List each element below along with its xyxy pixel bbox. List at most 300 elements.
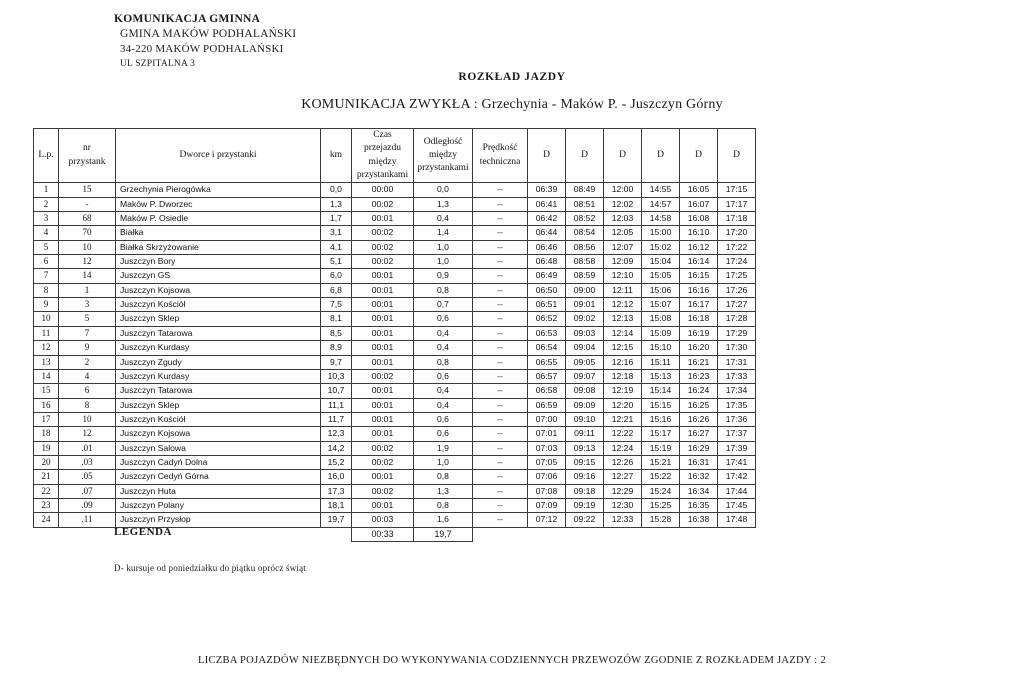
cell-stop-number: 7	[59, 326, 116, 340]
cell-travel-time: 00:02	[352, 226, 414, 240]
cell-station-name: Juszczyn Cadyń Dolna	[116, 455, 321, 469]
postal-address: 34-220 MAKÓW PODHALAŃSKI	[120, 43, 284, 55]
cell-distance: 0,7	[414, 298, 473, 312]
cell-departure-6: 17:26	[718, 283, 756, 297]
cell-departure-5: 16:05	[680, 183, 718, 197]
cell-departure-1: 06:53	[528, 326, 566, 340]
table-row	[34, 441, 756, 455]
table-row	[34, 312, 756, 326]
cell-departure-4: 15:10	[642, 341, 680, 355]
cell-speed: --	[473, 197, 528, 211]
col-header-stop-number-line2: przystank	[68, 156, 106, 167]
cell-departure-2: 08:52	[566, 212, 604, 226]
totals-spacer-lp	[34, 527, 59, 541]
cell-departure-5: 16:19	[680, 326, 718, 340]
totals-distance: 19,7	[414, 527, 473, 541]
cell-km: 15,2	[321, 455, 352, 469]
cell-departure-6: 17:39	[718, 441, 756, 455]
cell-departure-5: 16:18	[680, 312, 718, 326]
timetable	[33, 128, 756, 542]
cell-departure-3: 12:24	[604, 441, 642, 455]
cell-speed: --	[473, 212, 528, 226]
cell-km: 6,0	[321, 269, 352, 283]
cell-travel-time: 00:01	[352, 269, 414, 283]
cell-departure-2: 08:58	[566, 255, 604, 269]
cell-km: 1,7	[321, 212, 352, 226]
cell-departure-6: 17:18	[718, 212, 756, 226]
cell-station-name: Juszczyn Kojsowa	[116, 283, 321, 297]
cell-departure-1: 06:41	[528, 197, 566, 211]
cell-lp: 16	[34, 398, 59, 412]
cell-km: 7,5	[321, 298, 352, 312]
cell-lp: 14	[34, 369, 59, 383]
cell-station-name: Juszczyn Sklep	[116, 398, 321, 412]
cell-travel-time: 00:01	[352, 326, 414, 340]
col-header-speed-line2: techniczna	[479, 156, 521, 167]
cell-stop-number: 9	[59, 341, 116, 355]
cell-distance: 1,3	[414, 484, 473, 498]
cell-distance: 0,8	[414, 470, 473, 484]
cell-departure-5: 16:35	[680, 498, 718, 512]
cell-speed: --	[473, 326, 528, 340]
footer-note: LICZBA POJAZDÓW NIEZBĘDNYCH DO WYKONYWANIA CODZIENNYCH PRZEWOZÓW ZGODNIE Z ROZKŁADEM JAZDY : 2	[197, 655, 826, 666]
cell-stop-number: 4	[59, 369, 116, 383]
cell-lp: 12	[34, 341, 59, 355]
cell-departure-1: 06:55	[528, 355, 566, 369]
cell-lp: 6	[34, 255, 59, 269]
legend-text: D- kursuje od poniedziałku do piątku oprócz świąt	[114, 563, 307, 573]
cell-departure-5: 16:38	[680, 513, 718, 527]
cell-speed: --	[473, 269, 528, 283]
col-header-stations: Dworce i przystanki	[116, 129, 321, 183]
cell-distance: 1,6	[414, 513, 473, 527]
cell-stop-number: 15	[59, 183, 116, 197]
cell-km: 17,3	[321, 484, 352, 498]
col-header-speed	[473, 129, 528, 183]
cell-departure-6: 17:29	[718, 326, 756, 340]
cell-departure-4: 15:24	[642, 484, 680, 498]
cell-departure-4: 15:05	[642, 269, 680, 283]
cell-travel-time: 00:01	[352, 312, 414, 326]
cell-stop-number: .01	[59, 441, 116, 455]
cell-departure-4: 15:11	[642, 355, 680, 369]
cell-departure-2: 09:07	[566, 369, 604, 383]
cell-km: 6,8	[321, 283, 352, 297]
cell-km: 10,7	[321, 384, 352, 398]
cell-travel-time: 00:01	[352, 398, 414, 412]
table-row	[34, 197, 756, 211]
cell-departure-1: 07:12	[528, 513, 566, 527]
table-row	[34, 355, 756, 369]
cell-station-name: Juszczyn Kościół	[116, 298, 321, 312]
cell-stop-number: 1	[59, 283, 116, 297]
col-header-travel-time	[352, 129, 414, 183]
cell-departure-2: 09:01	[566, 298, 604, 312]
cell-departure-3: 12:07	[604, 240, 642, 254]
cell-distance: 0,4	[414, 212, 473, 226]
col-header-travel-time-line4: przystankami	[356, 170, 409, 181]
cell-departure-5: 16:31	[680, 455, 718, 469]
cell-departure-2: 09:16	[566, 470, 604, 484]
col-header-departure-5: D	[680, 129, 718, 183]
document-title: ROZKŁAD JAZDY	[458, 71, 566, 83]
cell-departure-3: 12:18	[604, 369, 642, 383]
cell-station-name: Juszczyn Kojsowa	[116, 427, 321, 441]
cell-departure-1: 06:59	[528, 398, 566, 412]
col-header-stop-number	[59, 129, 116, 183]
cell-departure-2: 08:51	[566, 197, 604, 211]
cell-departure-3: 12:09	[604, 255, 642, 269]
cell-departure-6: 17:36	[718, 412, 756, 426]
cell-departure-5: 16:24	[680, 384, 718, 398]
cell-travel-time: 00:01	[352, 298, 414, 312]
cell-lp: 3	[34, 212, 59, 226]
cell-departure-3: 12:33	[604, 513, 642, 527]
cell-speed: --	[473, 355, 528, 369]
cell-departure-2: 09:13	[566, 441, 604, 455]
table-row	[34, 326, 756, 340]
cell-departure-1: 06:51	[528, 298, 566, 312]
cell-departure-4: 15:02	[642, 240, 680, 254]
cell-departure-1: 07:09	[528, 498, 566, 512]
cell-departure-3: 12:19	[604, 384, 642, 398]
cell-departure-4: 15:15	[642, 398, 680, 412]
cell-departure-6: 17:42	[718, 470, 756, 484]
cell-departure-4: 15:13	[642, 369, 680, 383]
table-row	[34, 498, 756, 512]
cell-departure-5: 16:17	[680, 298, 718, 312]
cell-departure-6: 17:31	[718, 355, 756, 369]
totals-travel-time: 00:33	[352, 527, 414, 541]
col-header-departure-3: D	[604, 129, 642, 183]
table-row	[34, 455, 756, 469]
cell-travel-time: 00:01	[352, 470, 414, 484]
cell-departure-2: 08:49	[566, 183, 604, 197]
cell-departure-4: 15:09	[642, 326, 680, 340]
cell-speed: --	[473, 498, 528, 512]
cell-lp: 15	[34, 384, 59, 398]
cell-departure-3: 12:10	[604, 269, 642, 283]
cell-distance: 1,3	[414, 197, 473, 211]
cell-departure-1: 07:05	[528, 455, 566, 469]
cell-departure-5: 16:08	[680, 212, 718, 226]
cell-departure-4: 15:17	[642, 427, 680, 441]
cell-distance: 0,6	[414, 427, 473, 441]
cell-departure-4: 15:21	[642, 455, 680, 469]
cell-departure-1: 06:39	[528, 183, 566, 197]
cell-departure-6: 17:45	[718, 498, 756, 512]
cell-departure-4: 15:07	[642, 298, 680, 312]
cell-departure-6: 17:20	[718, 226, 756, 240]
cell-departure-4: 14:58	[642, 212, 680, 226]
cell-departure-6: 17:33	[718, 369, 756, 383]
cell-speed: --	[473, 298, 528, 312]
cell-departure-5: 16:16	[680, 283, 718, 297]
cell-stop-number: 12	[59, 427, 116, 441]
cell-km: 9,7	[321, 355, 352, 369]
cell-distance: 0,9	[414, 269, 473, 283]
cell-departure-1: 06:58	[528, 384, 566, 398]
cell-km: 18,1	[321, 498, 352, 512]
cell-departure-1: 06:49	[528, 269, 566, 283]
cell-departure-5: 16:26	[680, 412, 718, 426]
cell-lp: 11	[34, 326, 59, 340]
table-row	[34, 255, 756, 269]
cell-lp: 8	[34, 283, 59, 297]
cell-departure-4: 15:16	[642, 412, 680, 426]
cell-station-name: Białka Skrzyżowanie	[116, 240, 321, 254]
cell-travel-time: 00:02	[352, 455, 414, 469]
cell-departure-3: 12:29	[604, 484, 642, 498]
cell-travel-time: 00:02	[352, 441, 414, 455]
cell-travel-time: 00:01	[352, 283, 414, 297]
table-row	[34, 369, 756, 383]
cell-departure-4: 15:25	[642, 498, 680, 512]
cell-stop-number: .11	[59, 513, 116, 527]
cell-distance: 0,8	[414, 355, 473, 369]
cell-stop-number: 5	[59, 312, 116, 326]
table-row	[34, 212, 756, 226]
cell-departure-5: 16:12	[680, 240, 718, 254]
cell-station-name: Juszczyn Przysłop	[116, 513, 321, 527]
cell-departure-2: 08:56	[566, 240, 604, 254]
cell-distance: 1,9	[414, 441, 473, 455]
cell-departure-2: 09:02	[566, 312, 604, 326]
cell-speed: --	[473, 470, 528, 484]
cell-departure-2: 09:03	[566, 326, 604, 340]
table-row	[34, 240, 756, 254]
cell-speed: --	[473, 183, 528, 197]
col-header-departure-2: D	[566, 129, 604, 183]
cell-km: 19,7	[321, 513, 352, 527]
cell-distance: 1,4	[414, 226, 473, 240]
table-row	[34, 484, 756, 498]
cell-speed: --	[473, 255, 528, 269]
cell-departure-5: 16:27	[680, 427, 718, 441]
cell-departure-5: 16:34	[680, 484, 718, 498]
cell-km: 4,1	[321, 240, 352, 254]
cell-travel-time: 00:01	[352, 498, 414, 512]
cell-station-name: Juszczyn Polany	[116, 498, 321, 512]
cell-distance: 1,0	[414, 240, 473, 254]
cell-departure-3: 12:03	[604, 212, 642, 226]
table-row	[34, 298, 756, 312]
cell-distance: 0,6	[414, 412, 473, 426]
table-row	[34, 412, 756, 426]
cell-departure-2: 09:05	[566, 355, 604, 369]
cell-departure-5: 16:29	[680, 441, 718, 455]
col-header-speed-line1: Prędkość	[482, 143, 518, 154]
cell-departure-3: 12:27	[604, 470, 642, 484]
table-row	[34, 384, 756, 398]
cell-stop-number: 3	[59, 298, 116, 312]
cell-departure-1: 07:00	[528, 412, 566, 426]
cell-km: 11,1	[321, 398, 352, 412]
cell-distance: 0,0	[414, 183, 473, 197]
cell-departure-3: 12:16	[604, 355, 642, 369]
cell-departure-1: 06:50	[528, 283, 566, 297]
table-row	[34, 226, 756, 240]
col-header-travel-time-line3: między	[368, 156, 397, 167]
totals-spacer-no	[59, 527, 116, 541]
cell-departure-5: 16:10	[680, 226, 718, 240]
cell-departure-6: 17:15	[718, 183, 756, 197]
table-row	[34, 341, 756, 355]
cell-departure-2: 08:59	[566, 269, 604, 283]
cell-departure-6: 17:41	[718, 455, 756, 469]
totals-spacer-d3	[604, 527, 642, 541]
cell-km: 8,5	[321, 326, 352, 340]
cell-departure-1: 07:01	[528, 427, 566, 441]
cell-stop-number: 2	[59, 355, 116, 369]
cell-departure-2: 09:19	[566, 498, 604, 512]
cell-lp: 1	[34, 183, 59, 197]
cell-stop-number: 70	[59, 226, 116, 240]
cell-departure-5: 16:21	[680, 355, 718, 369]
totals-spacer-d6	[718, 527, 756, 541]
cell-lp: 5	[34, 240, 59, 254]
cell-lp: 23	[34, 498, 59, 512]
cell-departure-2: 09:09	[566, 398, 604, 412]
cell-distance: 0,4	[414, 384, 473, 398]
cell-departure-1: 06:48	[528, 255, 566, 269]
cell-travel-time: 00:01	[352, 212, 414, 226]
cell-km: 8,1	[321, 312, 352, 326]
cell-travel-time: 00:01	[352, 355, 414, 369]
table-row	[34, 183, 756, 197]
cell-departure-4: 14:57	[642, 197, 680, 211]
timetable-body	[34, 183, 756, 527]
cell-departure-2: 09:04	[566, 341, 604, 355]
cell-departure-6: 17:30	[718, 341, 756, 355]
cell-stop-number: 12	[59, 255, 116, 269]
cell-departure-1: 07:08	[528, 484, 566, 498]
cell-departure-6: 17:17	[718, 197, 756, 211]
cell-station-name: Juszczyn Bory	[116, 255, 321, 269]
cell-stop-number: .07	[59, 484, 116, 498]
cell-lp: 24	[34, 513, 59, 527]
col-header-departure-4: D	[642, 129, 680, 183]
cell-speed: --	[473, 484, 528, 498]
cell-km: 12,3	[321, 427, 352, 441]
cell-station-name: Maków P. Osiedle	[116, 212, 321, 226]
cell-departure-2: 09:08	[566, 384, 604, 398]
cell-distance: 0,4	[414, 326, 473, 340]
cell-km: 1,3	[321, 197, 352, 211]
cell-departure-2: 09:11	[566, 427, 604, 441]
cell-departure-6: 17:28	[718, 312, 756, 326]
cell-station-name: Juszczyn Tatarowa	[116, 384, 321, 398]
cell-departure-5: 16:23	[680, 369, 718, 383]
cell-departure-3: 12:30	[604, 498, 642, 512]
cell-distance: 1,0	[414, 455, 473, 469]
cell-departure-5: 16:15	[680, 269, 718, 283]
cell-departure-6: 17:35	[718, 398, 756, 412]
cell-departure-3: 12:13	[604, 312, 642, 326]
cell-departure-3: 12:02	[604, 197, 642, 211]
cell-departure-1: 06:42	[528, 212, 566, 226]
cell-stop-number: 14	[59, 269, 116, 283]
cell-station-name: Juszczyn GS	[116, 269, 321, 283]
col-header-km: km	[321, 129, 352, 183]
cell-travel-time: 00:01	[352, 427, 414, 441]
cell-departure-6: 17:44	[718, 484, 756, 498]
cell-km: 10,3	[321, 369, 352, 383]
cell-departure-4: 15:28	[642, 513, 680, 527]
cell-speed: --	[473, 398, 528, 412]
cell-speed: --	[473, 341, 528, 355]
cell-departure-2: 08:54	[566, 226, 604, 240]
table-row	[34, 427, 756, 441]
cell-km: 16,0	[321, 470, 352, 484]
col-header-lp: L.p.	[34, 129, 59, 183]
cell-departure-4: 15:04	[642, 255, 680, 269]
cell-departure-2: 09:10	[566, 412, 604, 426]
table-row	[34, 269, 756, 283]
cell-departure-6: 17:24	[718, 255, 756, 269]
cell-station-name: Juszczyn Sklep	[116, 312, 321, 326]
cell-speed: --	[473, 369, 528, 383]
col-header-departure-1: D	[528, 129, 566, 183]
cell-travel-time: 00:02	[352, 484, 414, 498]
cell-station-name: Juszczyn Kurdasy	[116, 369, 321, 383]
cell-distance: 0,8	[414, 498, 473, 512]
col-header-travel-time-line1: Czas	[373, 130, 392, 140]
cell-speed: --	[473, 226, 528, 240]
cell-distance: 0,4	[414, 398, 473, 412]
cell-speed: --	[473, 384, 528, 398]
cell-departure-2: 09:22	[566, 513, 604, 527]
cell-departure-6: 17:34	[718, 384, 756, 398]
organization-header	[114, 12, 296, 72]
cell-station-name: Juszczyn Cedyń Górna	[116, 470, 321, 484]
cell-departure-3: 12:26	[604, 455, 642, 469]
cell-lp: 20	[34, 455, 59, 469]
cell-station-name: Juszczyn Kościół	[116, 412, 321, 426]
cell-departure-4: 15:19	[642, 441, 680, 455]
cell-speed: --	[473, 240, 528, 254]
cell-travel-time: 00:02	[352, 197, 414, 211]
cell-departure-3: 12:00	[604, 183, 642, 197]
cell-departure-5: 16:20	[680, 341, 718, 355]
cell-distance: 0,6	[414, 312, 473, 326]
cell-km: 3,1	[321, 226, 352, 240]
cell-departure-1: 06:46	[528, 240, 566, 254]
cell-station-name: Juszczyn Huta	[116, 484, 321, 498]
cell-speed: --	[473, 312, 528, 326]
cell-departure-6: 17:37	[718, 427, 756, 441]
cell-stop-number: 6	[59, 384, 116, 398]
cell-departure-3: 12:22	[604, 427, 642, 441]
cell-stop-number: -	[59, 197, 116, 211]
cell-departure-3: 12:11	[604, 283, 642, 297]
cell-station-name: Grzechynia Pierogówka	[116, 183, 321, 197]
table-row	[34, 513, 756, 527]
cell-departure-1: 06:44	[528, 226, 566, 240]
cell-lp: 2	[34, 197, 59, 211]
cell-speed: --	[473, 283, 528, 297]
cell-speed: --	[473, 412, 528, 426]
cell-departure-3: 12:20	[604, 398, 642, 412]
table-row	[34, 398, 756, 412]
cell-station-name: Juszczyn Tatarowa	[116, 326, 321, 340]
cell-lp: 9	[34, 298, 59, 312]
cell-departure-5: 16:07	[680, 197, 718, 211]
cell-departure-4: 15:14	[642, 384, 680, 398]
col-header-distance	[414, 129, 473, 183]
cell-departure-5: 16:25	[680, 398, 718, 412]
cell-station-name: Juszczyn Kurdasy	[116, 341, 321, 355]
